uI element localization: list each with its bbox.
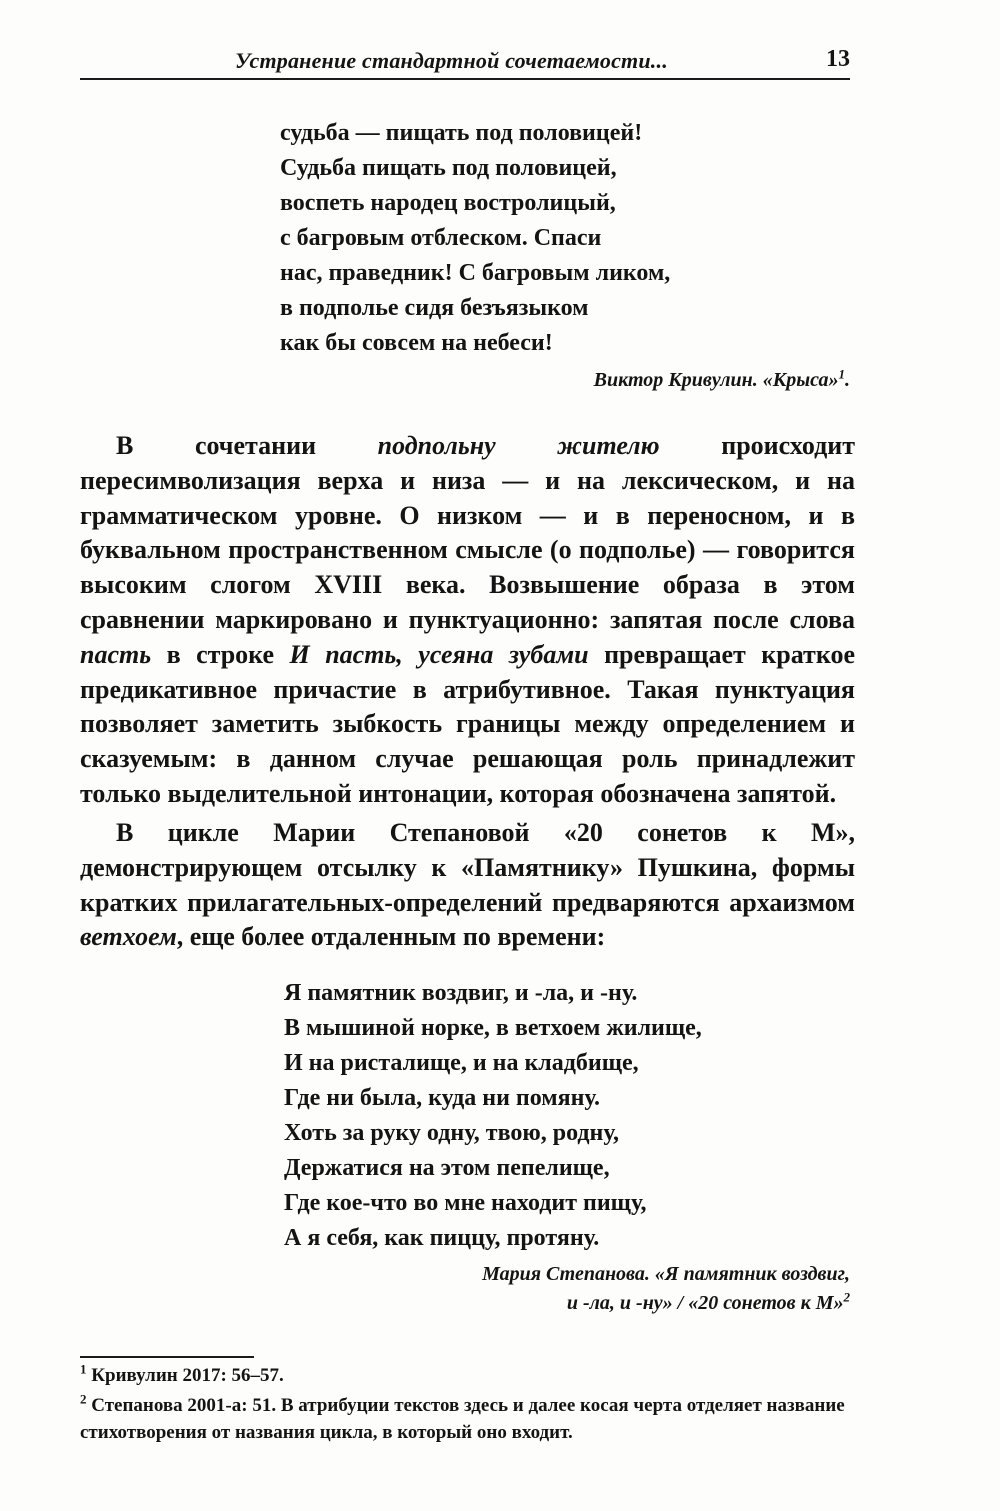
poem-line: с багровым отблеском. Спаси [280, 225, 602, 251]
poem-stepanova [284, 976, 702, 1256]
footnote [80, 1362, 860, 1389]
poem-line: Где ни была, куда ни помяну. [284, 1085, 601, 1111]
footnote-marker[interactable]: 1 [838, 366, 845, 382]
footnote-text: Степанова 2001-а: 51. В атрибуции текстов здесь и далее косая черта отделяет название стихотворения от названия цикла, в который оно входит. [80, 1395, 845, 1443]
page-header [80, 44, 850, 80]
poem-line: В мышиной норке, в ветхоем жилище, [284, 1015, 702, 1041]
paragraph: В сочетании подпольну жителю происходит пересимволизация верха и низа — и на лексическом, и на грамматическом уровне. О низком — и в переносном, и в буквальном пространственном смысле (о подполье) — говорится высоким слогом XVIII века. Возвышение образа в этом сравнении маркировано и пунктуационно: запятая после слова пасть в строке И пасть, усеяна зубами превращает краткое предикативное причастие в атрибутивное. Такая пунктуация позволяет заметить зыбкость границы между определением и сказуемым: в данном случае решающая роль принадлежит только выделительной интонации, которая обозначена запятой. [80, 431, 855, 808]
footnote-number: 1 [80, 1361, 87, 1377]
poem-line: как бы совсем на небеси! [280, 330, 553, 356]
poem-line: Где кое-что во мне находит пищу, [284, 1190, 647, 1216]
attribution-line: и -ла, и -ну» / «20 сонетов к М» [566, 1292, 844, 1314]
poem-line: воспеть народец востролицый, [280, 190, 616, 216]
footnotes [80, 1362, 860, 1449]
poem-krivulin [280, 116, 670, 361]
italic-term: пасть [80, 639, 152, 669]
poem-line: нас, праведник! С багровым ликом, [280, 260, 671, 286]
footnote-divider [80, 1356, 254, 1358]
poem-attribution: Виктор Кривулин. «Крыса»$^1$. [593, 366, 850, 391]
poem-line: в подполье сидя безъязыком [280, 295, 589, 321]
running-title: Устранение стандартной сочетаемости... [235, 48, 668, 73]
footnote [80, 1392, 860, 1446]
footnote-text: Кривулин 2017: 56–57. [91, 1365, 284, 1386]
poem-line: Я памятник воздвиг, и -ла, и -ну. [284, 980, 638, 1006]
poem-line: И на ристалище, и на кладбище, [284, 1050, 639, 1076]
poem-line: Судьба пищать под половицей, [280, 155, 617, 181]
page-number: 13 [826, 46, 850, 72]
poem-attribution [482, 1260, 850, 1318]
footnote-marker[interactable]: 2 [843, 1289, 850, 1305]
attribution-line: Мария Степанова. «Я памятник воздвиг, [482, 1263, 850, 1285]
italic-term: ветхоем [80, 922, 177, 952]
poem-line: судьба — пищать под половицей! [280, 120, 643, 146]
poem-line: А я себя, как пиццу, протяну. [284, 1225, 600, 1251]
footnote-number: 2 [80, 1391, 87, 1407]
paragraph: В цикле Марии Степановой «20 сонетов к М», демонстрирующем отсылку к «Памятнику» Пушкина, формы кратких прилагательных-определений предваряются архаизмом ветхоем, еще более отдаленным по времени: [80, 818, 855, 952]
attribution-text: Виктор Кривулин. «Крыса» [593, 369, 839, 391]
poem-line: Хоть за руку одну, твою, родну, [284, 1120, 619, 1146]
italic-quote: И пасть, усеяна зубами [289, 639, 589, 669]
poem-line: Держатися на этом пепелище, [284, 1155, 610, 1181]
italic-term: подпольну жителю [377, 431, 660, 460]
